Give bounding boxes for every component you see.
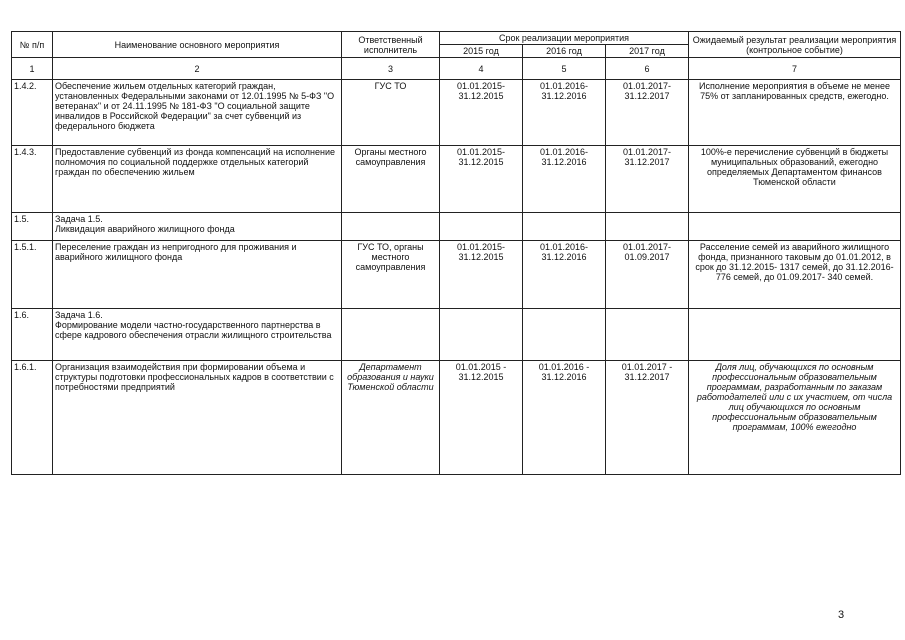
row-2016: 01.01.2016- 31.12.2016 <box>523 80 606 146</box>
table-row <box>12 80 901 146</box>
row-2015: 01.01.2015- 31.12.2015 <box>440 146 523 213</box>
row-result: Исполнение мероприятия в объеме не менее 75% от запланированных средств, ежегодно. <box>689 80 901 146</box>
row-responsible: ГУС ТО <box>342 80 440 146</box>
task-num: 1.6. <box>12 309 53 361</box>
row-name: Организация взаимодействия при формировании объема и структуры подготовки профессиональных кадров в соответствии с потребностями предприятий <box>53 361 342 475</box>
task-title: Формирование модели частно-государственного партнерства в сфере кадрового обеспечения отрасли жилищного строительства <box>55 320 332 340</box>
row-2016: 01.01.2016 - 31.12.2016 <box>523 361 606 475</box>
table-row <box>12 241 901 309</box>
col-number-4: 4 <box>440 58 523 80</box>
program-table <box>11 31 901 475</box>
task-name <box>53 309 342 361</box>
row-2017: 01.01.2017- 31.12.2017 <box>606 80 689 146</box>
table-row <box>12 361 901 475</box>
header-result: Ожидаемый результат реализации мероприятия (контрольное событие) <box>689 32 901 58</box>
row-num: 1.4.3. <box>12 146 53 213</box>
row-responsible: Департамент образования и науки Тюменской области <box>342 361 440 475</box>
row-name: Предоставление субвенций из фонда компенсаций на исполнение полномочия по социальной поддержке отдельных категорий граждан по обеспечению жильем <box>53 146 342 213</box>
col-number-5: 5 <box>523 58 606 80</box>
row-2017: 01.01.2017- 01.09.2017 <box>606 241 689 309</box>
row-name: Обеспечение жильем отдельных категорий граждан, установленных Федеральными законами от 12.01.1995 № 5-ФЗ "О ветеранах" и от 24.11.1995 № 181-ФЗ "О социальной защите инвалидов в Российской Федерации" за счет субвенций из федерального бюджета <box>53 80 342 146</box>
row-name: Переселение граждан из непригодного для проживания и аварийного жилищного фонда <box>53 241 342 309</box>
row-result: Доля лиц, обучающихся по основным профессиональным образовательным программам, разработанным по заказам работодателей или с их участием, от числа лиц обучающихся по основным профессиональным образовательным программам, 100% ежегодно <box>689 361 901 475</box>
row-responsible: Органы местного самоуправления <box>342 146 440 213</box>
row-2017: 01.01.2017 - 31.12.2017 <box>606 361 689 475</box>
row-2015: 01.01.2015 - 31.12.2015 <box>440 361 523 475</box>
row-2017: 01.01.2017- 31.12.2017 <box>606 146 689 213</box>
header-2016: 2016 год <box>523 45 606 58</box>
col-number-2: 2 <box>53 58 342 80</box>
table-row <box>12 146 901 213</box>
task-title: Ликвидация аварийного жилищного фонда <box>55 224 235 234</box>
header-responsible: Ответственный исполнитель <box>342 32 440 58</box>
page-number: 3 <box>838 609 845 621</box>
task-row <box>12 309 901 361</box>
row-2016: 01.01.2016- 31.12.2016 <box>523 241 606 309</box>
header-2017: 2017 год <box>606 45 689 58</box>
column-number-row <box>12 58 901 80</box>
header-name: Наименование основного мероприятия <box>53 32 342 58</box>
task-row <box>12 213 901 241</box>
row-responsible: ГУС ТО, органы местного самоуправления <box>342 241 440 309</box>
task-label: Задача 1.6. <box>55 310 103 320</box>
row-2015: 01.01.2015- 31.12.2015 <box>440 80 523 146</box>
col-number-6: 6 <box>606 58 689 80</box>
row-result: 100%-е перечисление субвенций в бюджеты муниципальных образований, ежегодно определяемых Департаментом финансов Тюменской области <box>689 146 901 213</box>
row-num: 1.4.2. <box>12 80 53 146</box>
row-2016: 01.01.2016- 31.12.2016 <box>523 146 606 213</box>
row-result: Расселение семей из аварийного жилищного фонда, признанного таковым до 01.01.2012, в срок до 31.12.2015- 1317 семей, до 31.12.2016- 776 семей, до 01.09.2017- 340 семей. <box>689 241 901 309</box>
col-number-3: 3 <box>342 58 440 80</box>
header-2015: 2015 год <box>440 45 523 58</box>
row-2015: 01.01.2015- 31.12.2015 <box>440 241 523 309</box>
col-number-1: 1 <box>12 58 53 80</box>
row-num: 1.5.1. <box>12 241 53 309</box>
row-num: 1.6.1. <box>12 361 53 475</box>
col-number-7: 7 <box>689 58 901 80</box>
header-num: № п/п <box>12 32 53 58</box>
task-num: 1.5. <box>12 213 53 241</box>
task-name <box>53 213 342 241</box>
header-period: Срок реализации мероприятия <box>440 32 689 45</box>
task-label: Задача 1.5. <box>55 214 103 224</box>
